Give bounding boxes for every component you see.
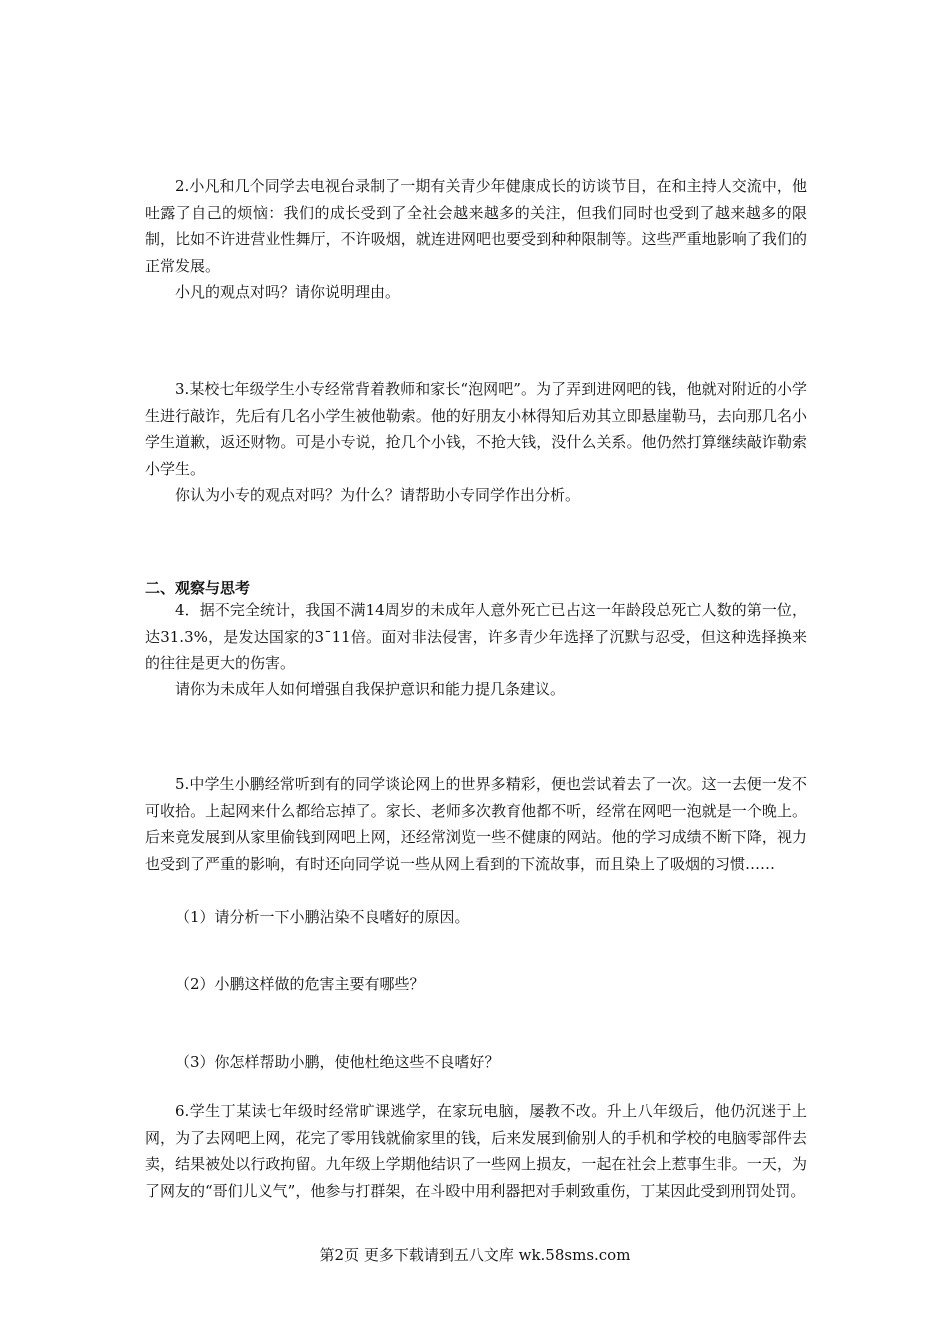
- q5-sub-question-3: （3）你怎样帮助小鹏，使他杜绝这些不良嗜好？: [175, 1053, 500, 1071]
- q5-sub-question-2: （2）小鹏这样做的危害主要有哪些？: [175, 975, 425, 993]
- q2-paragraph: 2.小凡和几个同学去电视台录制了一期有关青少年健康成长的访谈节目，在和主持人交流中，他吐露了自己的烦恼：我们的成长受到了全社会越来越多的关注，但我们同时也受到了越来越多的限制，比如不许进营业性舞厅，不许吸烟，就连进网吧也要受到种种限制等。这些严重地影响了我们的正常发展。: [145, 177, 807, 275]
- q6-paragraph: 6.学生丁某读七年级时经常旷课逃学，在家玩电脑，屡教不改。升上八年级后，他仍沉迷于上网，为了去网吧上网，花完了零用钱就偷家里的钱，后来发展到偷别人的手机和学校的电脑零部件去卖，结果被处以行政拘留。九年级上学期他结识了一些网上损友，一起在社会上惹事生非。一天，为了网友的“哥们儿义气”，他参与打群架，在斗殴中用利器把对手刺致重伤，丁某因此受到刑罚处罚。: [145, 1102, 807, 1200]
- q4-paragraph: 4．据不完全统计，我国不满14周岁的未成年人意外死亡已占这一年龄段总死亡人数的第一位，达31.3%，是发达国家的3¯11倍。面对非法侵害，许多青少年选择了沉默与忍受，但这种选择换来的往往是更大的伤害。: [145, 601, 807, 672]
- q4-question: 请你为未成年人如何增强自我保护意识和能力提几条建议。: [175, 680, 566, 698]
- q3-question: 你认为小专的观点对吗？为什么？请帮助小专同学作出分析。: [175, 486, 581, 504]
- q5-sub-question-1: （1）请分析一下小鹏沾染不良嗜好的原因。: [175, 908, 470, 926]
- q5-paragraph: 5.中学生小鹏经常听到有的同学谈论网上的世界多精彩，便也尝试着去了一次。这一去便一发不可收拾。上起网来什么都给忘掉了。家长、老师多次教育他都不听，经常在网吧一泡就是一个晚上。后来竟发展到从家里偷钱到网吧上网，还经常浏览一些不健康的网站。他的学习成绩不断下降，视力也受到了严重的影响，有时还向同学说一些从网上看到的下流故事，而且染上了吸烟的习惯……: [145, 775, 807, 873]
- section-heading: 二、观察与思考: [145, 579, 251, 597]
- q3-paragraph: 3.某校七年级学生小专经常背着教师和家长“泡网吧”。为了弄到进网吧的钱，他就对附近的小学生进行敲诈，先后有几名小学生被他勒索。他的好朋友小林得知后劝其立即悬崖勒马，去向那几名小学生道歉，返还财物。可是小专说，抢几个小钱，不抢大钱，没什么关系。他仍然打算继续敲诈勒索小学生。: [145, 380, 807, 478]
- page-footer: 第2页 更多下载请到五八文库 wk.58sms.com: [319, 1246, 631, 1264]
- q2-question: 小凡的观点对吗？请你说明理由。: [175, 283, 401, 301]
